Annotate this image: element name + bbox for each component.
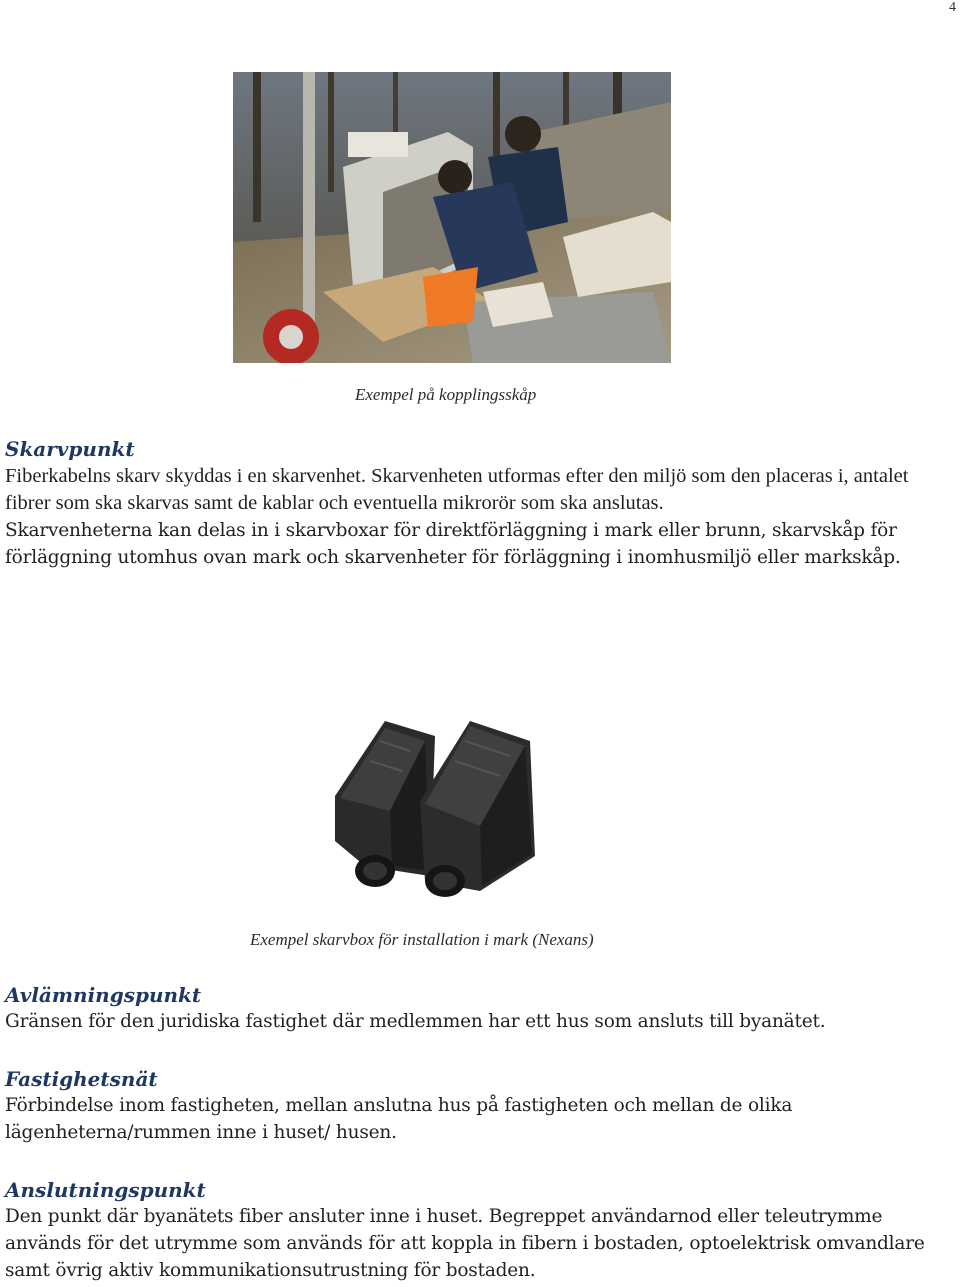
- section-heading: Avlämningspunkt: [5, 983, 202, 1007]
- paragraph: Fiberkabelns skarv skyddas i en skarvenhet. Skarvenheten utformas efter den miljö som den placeras i, antalet fibrer som ska skarvas samt de kablar och eventuella mikrorör som ska anslutas.: [5, 465, 909, 514]
- section-heading: Skarvpunkt: [5, 437, 135, 461]
- paragraph: Den punkt där byanätets fiber ansluter inne i huset. Begreppet användarnod eller teleutrymme används för det utrymme som används för att koppla in fibern i bostaden, optoelektrisk omvandlare samt övrig aktiv kommunikationsutrustning för bostaden.: [5, 1206, 925, 1281]
- section-heading: Anslutningspunkt: [5, 1178, 206, 1202]
- paragraph: Skarvenheterna kan delas in i skarvboxar för direktförläggning i mark eller brunn, skarvskåp för förläggning utomhus ovan mark och skarvenheter för förläggning i inomhusmiljö eller markskåp.: [5, 520, 901, 568]
- splice-box-photo: [330, 716, 540, 901]
- section-fastighetsnat: [5, 1066, 960, 1146]
- figure-caption-cabinet: Exempel på kopplingsskåp: [355, 385, 537, 404]
- section-skarvpunkt: [5, 436, 960, 571]
- figure-caption-splice-box: Exempel skarvbox för installation i mark (Nexans): [250, 930, 594, 949]
- section-anslutningspunkt: [5, 1177, 960, 1284]
- junction-cabinet-photo: [233, 72, 671, 363]
- page-number: 4: [949, 0, 956, 15]
- section-heading: Fastighetsnät: [5, 1067, 158, 1091]
- paragraph: Gränsen för den juridiska fastighet där medlemmen har ett hus som ansluts till byanätet.: [5, 1011, 826, 1032]
- paragraph: Förbindelse inom fastigheten, mellan anslutna hus på fastigheten och mellan de olika lägenheterna/rummen inne i huset/ husen.: [5, 1095, 793, 1143]
- section-avlamningspunkt: [5, 982, 960, 1035]
